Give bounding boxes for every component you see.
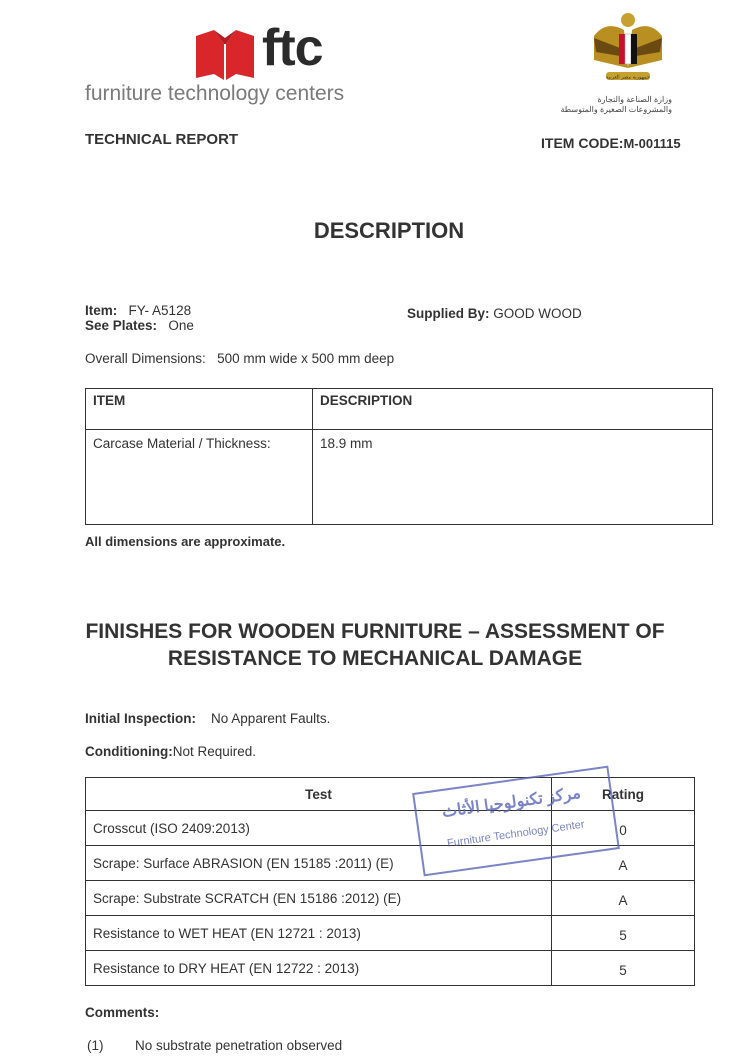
assessment-title	[30, 618, 720, 672]
conditioning-label: Conditioning:	[85, 744, 173, 759]
egypt-eagle-emblem-icon	[586, 8, 670, 90]
item-line	[85, 303, 191, 318]
col-test-header: Test	[86, 778, 552, 811]
col-item-header: ITEM	[86, 389, 313, 430]
technical-report-label: TECHNICAL REPORT	[85, 131, 239, 148]
rating-cell: A	[552, 846, 695, 881]
ministry-line-2: والمشروعات الصغيرة والمتوسطة	[560, 105, 672, 114]
comment-item	[87, 1038, 342, 1053]
row-item-cell: Carcase Material / Thickness:	[86, 430, 313, 525]
description-title: DESCRIPTION	[313, 218, 465, 243]
plates-line	[85, 318, 194, 333]
inspection-label: Initial Inspection:	[85, 711, 197, 726]
item-label: Item:	[85, 303, 118, 318]
emblem-banner-text: جمهورية مصر العربية	[606, 74, 650, 81]
plates-value: One	[168, 318, 194, 333]
item-value: FY- A5128	[128, 303, 192, 318]
test-cell: Resistance to DRY HEAT (EN 12722 : 2013)	[86, 951, 552, 986]
comment-number: (1)	[87, 1038, 104, 1053]
conditioning-line	[85, 744, 256, 759]
dimensions-note: All dimensions are approximate.	[85, 534, 286, 549]
rating-cell: 5	[552, 951, 695, 986]
description-table	[85, 388, 713, 525]
table-header-row	[86, 389, 713, 430]
logo-text: ftc	[262, 19, 323, 77]
comment-text: No substrate penetration observed	[135, 1038, 343, 1053]
dimensions-line	[85, 351, 394, 366]
item-code-value: M-001115	[623, 136, 681, 151]
item-code	[541, 135, 681, 151]
table-row	[86, 881, 695, 916]
rating-cell: A	[552, 881, 695, 916]
supplied-label: Supplied By:	[407, 306, 490, 321]
col-rating-header: Rating	[552, 778, 695, 811]
logo-subtitle: furniture technology centers	[85, 82, 345, 105]
test-cell: Scrape: Surface ABRASION (EN 15185 :2011) (E)	[86, 846, 552, 881]
dimensions-value: 500 mm wide x 500 mm deep	[217, 351, 395, 366]
test-cell: Crosscut (ISO 2409:2013)	[86, 811, 552, 846]
stamp-english-text: Furniture Technology Center	[446, 818, 586, 850]
ftc-logo-icon	[196, 30, 254, 80]
ministry-name	[560, 95, 672, 115]
conditioning-value: Not Required.	[172, 744, 257, 759]
plates-label: See Plates:	[85, 318, 158, 333]
supplied-value: GOOD WOOD	[493, 306, 582, 321]
assessment-title-line-2: RESISTANCE TO MECHANICAL DAMAGE	[167, 647, 583, 670]
assessment-title-line-1: FINISHES FOR WOODEN FURNITURE – ASSESSMENT OF	[85, 620, 665, 643]
rating-cell: 5	[552, 916, 695, 951]
rating-cell: 0	[552, 811, 695, 846]
row-description-cell: 18.9 mm	[313, 430, 713, 525]
stamp-arabic-text: مركز تكنولوجيا الأثاث	[441, 784, 582, 822]
inspection-line	[85, 711, 330, 726]
dimensions-label: Overall Dimensions:	[85, 351, 206, 366]
table-row	[86, 916, 695, 951]
item-code-label: ITEM CODE:	[541, 135, 624, 151]
table-row	[86, 951, 695, 986]
test-cell: Scrape: Substrate SCRATCH (EN 15186 :2012) (E)	[86, 881, 552, 916]
ministry-line-1: وزارة الصناعة والتجارة	[597, 95, 672, 104]
inspection-value: No Apparent Faults.	[211, 711, 331, 726]
comments-label: Comments:	[85, 1005, 160, 1020]
test-cell: Resistance to WET HEAT (EN 12721 : 2013)	[86, 916, 552, 951]
col-description-header: DESCRIPTION	[313, 389, 713, 430]
supplied-line	[407, 306, 582, 321]
table-row	[86, 430, 713, 525]
